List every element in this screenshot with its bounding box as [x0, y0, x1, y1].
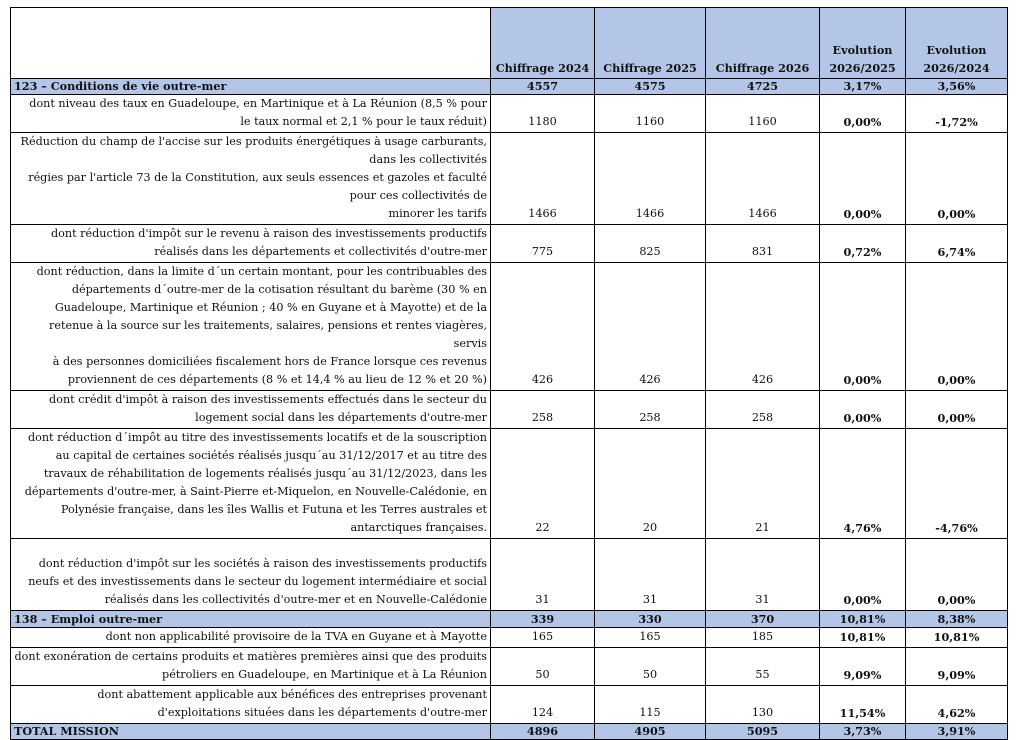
cell-evolution-2026-2024: 8,38%	[906, 611, 1008, 628]
row-label	[11, 391, 491, 429]
cell-chiffrage-2025: 825	[595, 225, 706, 263]
cell-evolution-2026-2024: 10,81%	[906, 628, 1008, 648]
cell-chiffrage-2026: 5095	[706, 724, 820, 740]
cell-evolution-2026-2025: 0,00%	[820, 263, 906, 391]
cell-chiffrage-2024: 4557	[491, 79, 595, 95]
cell-chiffrage-2026: 130	[706, 686, 820, 724]
cell-chiffrage-2026: 185	[706, 628, 820, 648]
cell-chiffrage-2024: 124	[491, 686, 595, 724]
cell-evolution-2026-2025: 3,17%	[820, 79, 906, 95]
table-row	[11, 648, 1008, 686]
label-line: au capital de certaines sociétés réalisés jusqu´au 31/12/2017 et au titre des	[55, 449, 487, 462]
cell-chiffrage-2024: 31	[491, 539, 595, 611]
cell-chiffrage-2026: 258	[706, 391, 820, 429]
cell-chiffrage-2025: 165	[595, 628, 706, 648]
row-label	[11, 95, 491, 133]
label-line: minorer les tarifs	[388, 207, 487, 220]
label-line: dans les collectivités	[369, 153, 487, 166]
label-line: pour ces collectivités de	[349, 189, 487, 202]
cell-evolution-2026-2024: 0,00%	[906, 539, 1008, 611]
table-row	[11, 429, 1008, 539]
cell-evolution-2026-2024: 4,62%	[906, 686, 1008, 724]
label-line: régies par l'article 73 de la Constitution, aux seuls essences et gazoles et faculté	[28, 171, 487, 184]
cell-chiffrage-2025: 330	[595, 611, 706, 628]
cell-evolution-2026-2025: 0,00%	[820, 95, 906, 133]
header-chiffrage-2024: Chiffrage 2024	[491, 8, 595, 79]
cell-chiffrage-2025: 1466	[595, 133, 706, 225]
label-line: réalisés dans les collectivités d'outre-mer et en Nouvelle-Calédonie	[104, 593, 487, 606]
section-label	[11, 724, 491, 740]
label-line: d'exploitations situées dans les départements d'outre-mer	[157, 706, 487, 719]
cell-chiffrage-2025: 258	[595, 391, 706, 429]
total-mission-row	[11, 724, 1008, 740]
cell-evolution-2026-2024: 3,91%	[906, 724, 1008, 740]
cell-evolution-2026-2024: 9,09%	[906, 648, 1008, 686]
header-evolution-line1: Evolution	[926, 43, 987, 57]
cell-chiffrage-2024: 1180	[491, 95, 595, 133]
cell-evolution-2026-2025: 4,76%	[820, 429, 906, 539]
label-line: neufs et des investissements dans le secteur du logement intermédiaire et social	[28, 575, 487, 588]
label-text: 123 – Conditions de vie outre-mer	[14, 79, 227, 93]
cell-chiffrage-2026: 55	[706, 648, 820, 686]
cell-chiffrage-2025: 4575	[595, 79, 706, 95]
cell-chiffrage-2025: 50	[595, 648, 706, 686]
label-line: dont crédit d'impôt à raison des investissements effectués dans le secteur du	[49, 393, 487, 406]
cell-chiffrage-2026: 831	[706, 225, 820, 263]
header-chiffrage-2026: Chiffrage 2026	[706, 8, 820, 79]
table-row	[11, 133, 1008, 225]
cell-chiffrage-2024: 775	[491, 225, 595, 263]
cell-chiffrage-2026: 21	[706, 429, 820, 539]
cell-chiffrage-2024: 50	[491, 648, 595, 686]
cell-chiffrage-2026: 4725	[706, 79, 820, 95]
table-row	[11, 263, 1008, 391]
cell-chiffrage-2025: 426	[595, 263, 706, 391]
cell-chiffrage-2025: 4905	[595, 724, 706, 740]
label-line: Guadeloupe, Martinique et Réunion ; 40 % en Guyane et à Mayotte) et de la	[54, 301, 487, 314]
cell-chiffrage-2024: 258	[491, 391, 595, 429]
cell-chiffrage-2024: 1466	[491, 133, 595, 225]
table-row	[11, 628, 1008, 648]
label-line: dont réduction, dans la limite d´un certain montant, pour les contribuables des	[36, 265, 487, 278]
section-row-123	[11, 79, 1008, 95]
cell-evolution-2026-2025: 9,09%	[820, 648, 906, 686]
row-label	[11, 263, 491, 391]
header-evolution-line2: 2026/2024	[923, 61, 990, 75]
cell-evolution-2026-2025: 0,72%	[820, 225, 906, 263]
cell-evolution-2026-2025: 3,73%	[820, 724, 906, 740]
cell-chiffrage-2026: 426	[706, 263, 820, 391]
label-line: dont non applicabilité provisoire de la TVA en Guyane et à Mayotte	[105, 630, 487, 643]
label-line: pétroliers en Guadeloupe, en Martinique et à La Réunion	[162, 668, 487, 681]
label-line: logement social dans les départements d'outre-mer	[195, 411, 487, 424]
label-line: dont niveau des taux en Guadeloupe, en Martinique et à La Réunion (8,5 % pour	[29, 97, 487, 110]
cell-evolution-2026-2025: 10,81%	[820, 611, 906, 628]
header-evolution-line1: Evolution	[832, 43, 893, 57]
label-line: dont abattement applicable aux bénéfices des entreprises provenant	[97, 688, 487, 701]
row-label	[11, 225, 491, 263]
label-line: dont exonération de certains produits et matières premières ainsi que des produits	[14, 650, 487, 663]
cell-chiffrage-2024: 426	[491, 263, 595, 391]
cell-evolution-2026-2025: 11,54%	[820, 686, 906, 724]
cell-chiffrage-2025: 31	[595, 539, 706, 611]
label-line: le taux normal et 2,1 % pour le taux réduit)	[240, 115, 487, 128]
cell-chiffrage-2026: 1160	[706, 95, 820, 133]
table-row	[11, 225, 1008, 263]
row-label	[11, 133, 491, 225]
table-row	[11, 95, 1008, 133]
label-text: 138 – Emploi outre-mer	[14, 612, 163, 626]
row-label	[11, 648, 491, 686]
label-line: réalisés dans les départements et collectivités d'outre-mer	[154, 245, 487, 258]
cell-evolution-2026-2025: 10,81%	[820, 628, 906, 648]
label-line: Réduction du champ de l'accise sur les produits énergétiques à usage carburants,	[20, 135, 487, 148]
section-label	[11, 611, 491, 628]
row-label	[11, 429, 491, 539]
header-evolution-2026-2024	[906, 8, 1008, 79]
row-label	[11, 686, 491, 724]
cell-evolution-2026-2025: 0,00%	[820, 539, 906, 611]
row-label	[11, 539, 491, 611]
label-line: travaux de réhabilitation de logements réalisés jusqu´au 31/12/2023, dans les	[43, 467, 487, 480]
cell-chiffrage-2025: 1160	[595, 95, 706, 133]
label-line: proviennent de ces départements (8 % et 14,4 % au lieu de 12 % et 20 %)	[67, 373, 487, 386]
cell-chiffrage-2024: 339	[491, 611, 595, 628]
label-line: dont réduction d'impôt sur le revenu à raison des investissements productifs	[50, 227, 487, 240]
header-evolution-line2: 2026/2025	[829, 61, 896, 75]
cell-evolution-2026-2024: 6,74%	[906, 225, 1008, 263]
cell-chiffrage-2025: 20	[595, 429, 706, 539]
label-line: dont réduction d´impôt au titre des investissements locatifs et de la souscription	[27, 431, 487, 444]
cell-evolution-2026-2024: 0,00%	[906, 133, 1008, 225]
cell-evolution-2026-2024: 0,00%	[906, 263, 1008, 391]
cell-chiffrage-2026: 370	[706, 611, 820, 628]
cell-chiffrage-2024: 4896	[491, 724, 595, 740]
label-line: départements d'outre-mer, à Saint-Pierre et-Miquelon, en Nouvelle-Calédonie, en	[24, 485, 487, 498]
label-line: à des personnes domiciliées fiscalement hors de France lorsque ces revenus	[52, 355, 487, 368]
cell-evolution-2026-2025: 0,00%	[820, 391, 906, 429]
table-row	[11, 686, 1008, 724]
cell-chiffrage-2026: 1466	[706, 133, 820, 225]
label-line: Polynésie française, dans les îles Wallis et Futuna et les Terres australes et	[60, 503, 487, 516]
cell-evolution-2026-2024: 3,56%	[906, 79, 1008, 95]
cell-chiffrage-2024: 165	[491, 628, 595, 648]
row-label	[11, 628, 491, 648]
cell-evolution-2026-2024: -4,76%	[906, 429, 1008, 539]
header-row	[11, 8, 1008, 79]
header-evolution-2026-2025	[820, 8, 906, 79]
header-chiffrage-2025: Chiffrage 2025	[595, 8, 706, 79]
table-row	[11, 391, 1008, 429]
cell-chiffrage-2026: 31	[706, 539, 820, 611]
label-line: antarctiques françaises.	[350, 521, 487, 534]
label-line: dont réduction d'impôt sur les sociétés à raison des investissements productifs	[38, 557, 487, 570]
label-text: TOTAL MISSION	[14, 724, 119, 738]
cell-chiffrage-2024: 22	[491, 429, 595, 539]
section-row-138	[11, 611, 1008, 628]
cell-chiffrage-2025: 115	[595, 686, 706, 724]
section-label	[11, 79, 491, 95]
header-blank-cell	[11, 8, 491, 79]
label-line: départements d´outre-mer de la cotisation résultant du barème (30 % en	[71, 283, 487, 296]
label-line: retenue à la source sur les traitements, salaires, pensions et rentes viagères, servis	[49, 319, 487, 350]
tax-expenditure-table	[10, 7, 1008, 740]
cell-evolution-2026-2024: -1,72%	[906, 95, 1008, 133]
table-row	[11, 539, 1008, 611]
cell-evolution-2026-2025: 0,00%	[820, 133, 906, 225]
cell-evolution-2026-2024: 0,00%	[906, 391, 1008, 429]
